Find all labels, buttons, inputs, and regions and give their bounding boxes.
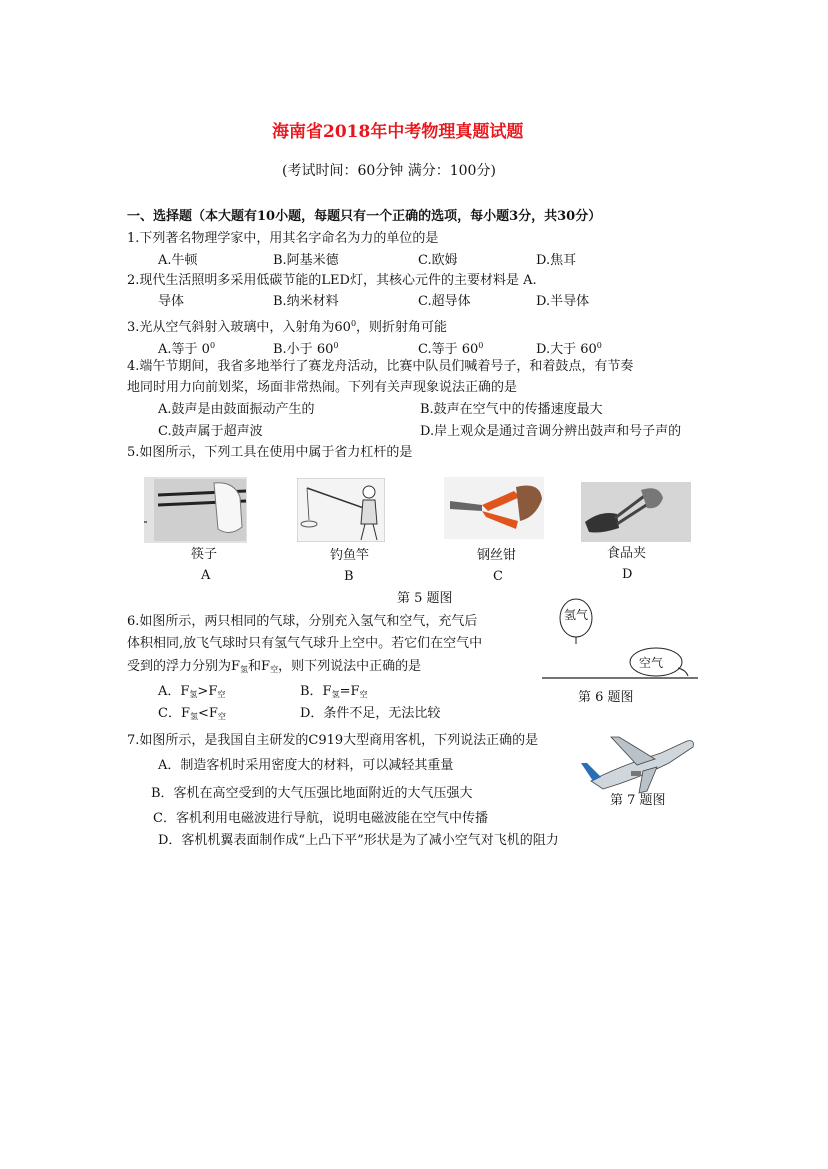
q1-stem: 1.下列著名物理学家中，用其名字命名为力的单位的是 (127, 231, 439, 246)
q4-option-a: A.鼓声是由鼓面振动产生的 (158, 402, 315, 417)
q7-option-a: A．制造客机时采用密度大的材料，可以减轻其重量 (158, 758, 454, 773)
q4-option-c: C.鼓声属于超声波 (158, 424, 263, 439)
q5-label-c-letter: C (493, 569, 503, 584)
q5-label-c-name: 钢丝钳 (477, 548, 517, 563)
q3-option-c: C.等于 $60^0$ (418, 341, 484, 357)
q6-option-a: A．$F_氢>F_空$ (158, 684, 226, 699)
q1-option-c: C.欧姆 (418, 253, 458, 268)
q4-stem-line2: 地同时用力向前划桨，场面非常热闹。下列有关声现象说法正确的是 (127, 380, 518, 395)
q2-option-d: D.半导体 (536, 294, 590, 309)
q5-label-b-letter: B (344, 569, 354, 584)
q4-stem-line1: 4.端午节期间，我省多地举行了赛龙舟活动，比赛中队员们喊着号子，和着鼓点，有节奏 (127, 359, 634, 374)
q6-stem-line1: 6.如图所示，两只相同的气球，分别充入氢气和空气，充气后 (127, 614, 478, 629)
q5-caption: 第 5 题图 (397, 591, 453, 606)
chopsticks-image (144, 477, 247, 543)
q1-option-d: D.焦耳 (536, 253, 577, 268)
q5-label-a-name: 筷子 (191, 547, 218, 562)
q2-option-b: B.纳米材料 (273, 294, 339, 309)
air-balloon-label: 空气 (639, 656, 664, 670)
q7-option-c: C．客机利用电磁波进行导航，说明电磁波能在空气中传播 (153, 811, 488, 826)
q6-option-c: C．$F_氢<F_空$ (158, 706, 226, 721)
q5-label-d-name: 食品夹 (607, 546, 647, 561)
q6-caption: 第 6 题图 (578, 690, 634, 705)
q5-label-b-name: 钓鱼竿 (330, 548, 370, 563)
q6-option-d: D．条件不足，无法比较 (300, 706, 441, 721)
q4-option-b: B.鼓声在空气中的传播速度最大 (420, 402, 603, 417)
q6-stem-line2: 体积相同,放飞气球时只有氢气气球升上空中。若它们在空气中 (127, 636, 483, 651)
q6-option-b: B．$F_氢=F_空$ (300, 684, 368, 699)
q7-stem: 7.如图所示，是我国自主研发的C919大型商用客机，下列说法正确的是 (127, 733, 539, 748)
q4-option-d: D.岸上观众是通过音调分辨出鼓声和号子声的 (420, 424, 682, 439)
q7-caption: 第 7 题图 (610, 793, 666, 808)
hydrogen-balloon-label: 氢气 (564, 608, 589, 622)
q5-label-d-letter: D (622, 567, 633, 582)
q2-option-a: 导体 (158, 294, 185, 309)
food-tongs-image (581, 482, 691, 542)
q7-option-d: D．客机机翼表面制作成“上凸下平”形状是为了减小空气对飞机的阻力 (158, 833, 559, 848)
c919-airplane-image (577, 727, 703, 795)
q1-option-b: B.阿基米德 (273, 253, 339, 268)
q3-stem: 3.光从空气斜射入玻璃中，入射角为$60^0$，则折射角可能 (127, 319, 448, 335)
q5-label-a-letter: A (201, 568, 211, 583)
pliers-image (444, 477, 544, 539)
q3-option-b: B.小于 $60^0$ (273, 341, 339, 357)
exam-info: (考试时间：60分钟 满分：100分) (282, 163, 496, 179)
q7-option-b: B．客机在高空受到的大气压强比地面附近的大气压强大 (151, 786, 473, 801)
section-heading: 一、选择题（本大题有10小题，每题只有一个正确的选项，每小题3分，共30分） (127, 209, 602, 224)
q2-option-c: C.超导体 (418, 294, 471, 309)
q2-stem: 2.现代生活照明多采用低碳节能的LED灯，其核心元件的主要材料是 A. (127, 273, 537, 288)
q5-stem: 5.如图所示，下列工具在使用中属于省力杠杆的是 (127, 445, 413, 460)
q3-option-d: D.大于 $60^0$ (536, 341, 602, 357)
fishing-rod-image (297, 478, 385, 542)
q6-stem-line3: 受到的浮力分别为$F_氢$和$F_空$，则下列说法中正确的是 (127, 659, 422, 674)
q3-option-a: A.等于 $0^0$ (158, 341, 216, 357)
page-title: 海南省2018年中考物理真题试题 (272, 122, 524, 142)
q1-option-a: A.牛顿 (158, 253, 198, 268)
